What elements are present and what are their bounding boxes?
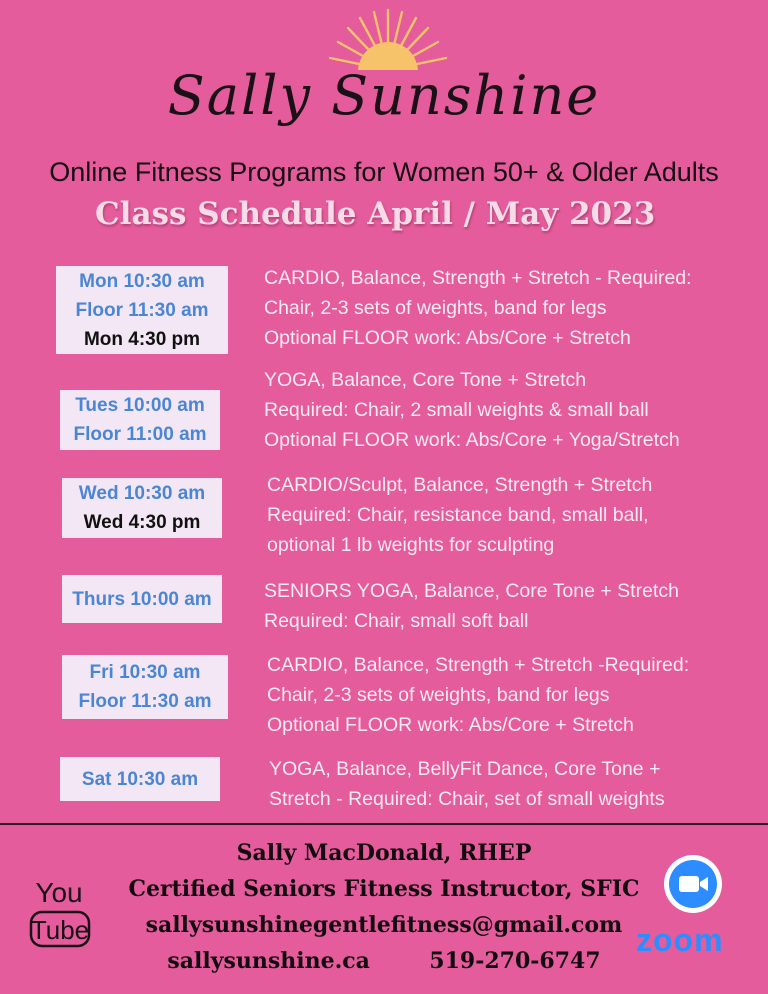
class-description-line: optional 1 lb weights for sculpting [267,534,555,556]
class-description-line: Required: Chair, small soft ball [264,610,529,632]
class-description-line: CARDIO, Balance, Strength + Stretch -Required: [267,654,690,676]
instructor-certification: Certified Seniors Fitness Instructor, SFIC [128,876,640,902]
class-time: Wed 4:30 pm [83,512,201,533]
class-description-line: Optional FLOOR work: Abs/Core + Stretch [264,327,631,349]
website-link[interactable]: sallysunshine.ca [167,948,370,974]
class-time: Floor 11:00 am [73,424,207,445]
youtube-label-bottom: Tube [30,915,90,945]
zoom-wordmark[interactable]: zoom [636,922,724,958]
class-description-line: Chair, 2-3 sets of weights, band for legs [267,684,610,706]
class-description [269,754,665,814]
contact-email-link[interactable]: sallysunshinegentlefitness@gmail.com [145,912,623,938]
class-time: Fri 10:30 am [89,662,201,683]
class-time: Thurs 10:00 am [72,588,212,610]
class-time-box [60,390,220,450]
page-subtitle: Online Fitness Programs for Women 50+ & Older Adults [49,157,719,187]
youtube-label-top: You [35,877,83,908]
zoom-badge [669,860,717,908]
class-time: Mon 4:30 pm [83,328,201,350]
class-description-line: Stretch - Required: Chair, set of small weights [269,788,665,810]
class-description [264,365,680,455]
class-time-box [60,757,220,801]
class-description-line: SENIORS YOGA, Balance, Core Tone + Stretch [264,580,679,602]
class-description [267,650,689,740]
class-description-line: Optional FLOOR work: Abs/Core + Yoga/Stretch [264,429,680,451]
schedule-title: Class Schedule April / May 2023 [95,196,656,232]
class-description [264,576,679,636]
instructor-name: Sally MacDonald, RHEP [236,840,532,866]
class-time: Mon 10:30 am [79,270,205,292]
class-description [264,263,692,353]
class-time: Wed 10:30 am [78,483,206,504]
logo-wordmark: Sally Sunshine [167,64,601,127]
class-description-line: Optional FLOOR work: Abs/Core + Stretch [267,714,634,736]
class-time-box [62,655,228,719]
class-description-line: CARDIO, Balance, Strength + Stretch - Required: [264,267,692,289]
youtube-icon[interactable] [26,874,96,952]
class-time-box [62,478,222,538]
class-time-box [62,575,222,623]
class-time: Tues 10:00 am [75,395,205,416]
class-time: Floor 11:30 am [75,299,209,321]
class-time-box [56,266,228,354]
zoom-camera-icon[interactable] [664,855,722,913]
video-camera-icon [669,860,717,908]
class-description-line: Required: Chair, resistance band, small ball, [267,504,649,526]
footer-divider [0,823,768,825]
class-description [267,470,652,560]
class-time: Floor 11:30 am [78,691,212,712]
class-description-line: CARDIO/Sculpt, Balance, Strength + Stretch [267,474,653,496]
class-description-line: Chair, 2-3 sets of weights, band for legs [264,297,607,319]
class-description-line: YOGA, Balance, BellyFit Dance, Core Tone + [269,758,661,780]
phone-number: 519-270-6747 [429,948,601,974]
class-description-line: Required: Chair, 2 small weights & small ball [264,399,649,421]
class-description-line: YOGA, Balance, Core Tone + Stretch [264,369,587,391]
class-time: Sat 10:30 am [81,768,199,790]
